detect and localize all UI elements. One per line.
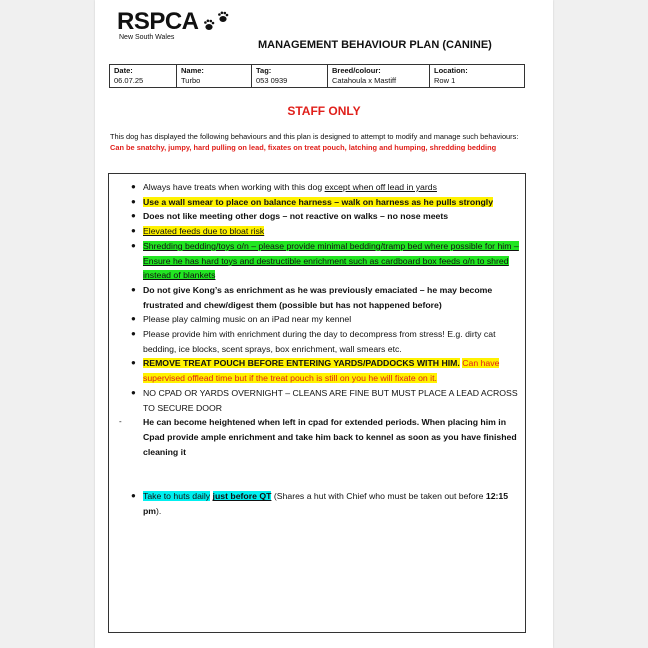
bullet-dot-icon: ● <box>131 329 136 339</box>
name-cell <box>177 65 252 88</box>
bullet-dot-icon: ● <box>131 314 136 324</box>
bullet-dot-icon: ● <box>131 284 136 294</box>
document-page <box>95 0 553 648</box>
location-label: Location: <box>434 66 468 75</box>
breed-cell <box>328 65 430 88</box>
date-cell <box>110 65 177 88</box>
bullet-dot-icon: ● <box>131 491 136 501</box>
plan-item-music <box>131 312 521 327</box>
bullet-dot-icon: ● <box>131 240 136 250</box>
location-value: Row 1 <box>434 76 456 85</box>
tag-cell <box>252 65 328 88</box>
item-text: REMOVE TREAT POUCH BEFORE ENTERING YARDS/PADDOCKS WITH HIM. <box>143 358 460 369</box>
item-text-end: ). <box>156 506 162 517</box>
location-cell <box>430 65 525 88</box>
plan-item-treat-pouch <box>131 356 521 385</box>
item-text-cyan: Take to huts daily <box>143 491 211 502</box>
plan-item-treats <box>131 180 521 195</box>
item-text: Always have treats when working with this dog <box>143 182 323 192</box>
item-text: Please provide him with enrichment during the day to decompress from stress! E.g. dirty cat bedding, ice blocks, scent sprays, box enrichment, wall smears etc. <box>143 329 496 354</box>
logo-wordmark: RSPCA <box>117 8 199 35</box>
bullet-dot-icon: ● <box>131 211 136 221</box>
bullet-dot-icon: ● <box>131 226 136 236</box>
plan-list <box>119 180 521 519</box>
logo-region: New South Wales <box>119 34 175 41</box>
plan-item-kongs <box>131 283 521 312</box>
dash-bullet-icon: - <box>119 417 122 427</box>
intro-paragraph <box>110 131 530 153</box>
bullet-dot-icon: ● <box>131 358 136 368</box>
bullet-dot-icon: ● <box>131 387 136 397</box>
item-text: Elevated feeds due to bloat risk <box>143 226 265 237</box>
item-text: NO CPAD OR YARDS OVERNIGHT – CLEANS ARE FINE BUT MUST PLACE A LEAD ACROSS TO SECURE DOOR <box>143 387 518 413</box>
bullet-dot-icon: ● <box>131 182 136 191</box>
intro-text: This dog has displayed the following behaviours and this plan is designed to attempt to modify and manage such behaviours: <box>110 132 519 141</box>
item-text: Does not like meeting other dogs – not reactive on walks – no nose meets <box>143 211 449 222</box>
document-title: MANAGEMENT BEHAVIOUR PLAN (CANINE) <box>258 39 492 51</box>
staff-only-heading: STAFF ONLY <box>287 104 361 118</box>
item-text: He can become heightened when left in cpad for extended periods. When placing him in Cpad provide ample enrichment and take him back to kennel as soon as you have finished cleaning it <box>143 417 517 457</box>
item-text: (Shares a hut with Chief who must be taken out before <box>273 491 484 502</box>
breed-value: Catahoula x Mastiff <box>332 76 397 85</box>
item-time: 12:15 pm <box>143 491 509 517</box>
item-text-red: Can have supervised offlead time but if the treat pouch is still on you he will fixate on it. <box>143 358 500 384</box>
item-text: Use a wall smear to place on balance harness – walk on harness as he pulls strongly <box>143 196 494 207</box>
plan-item-heightened <box>119 415 521 459</box>
info-table <box>109 64 525 88</box>
name-value: Turbo <box>181 76 201 85</box>
item-text: Please play calming music on an iPad near my kennel <box>143 314 352 325</box>
date-value: 06.07.25 <box>114 76 144 85</box>
rspca-logo <box>117 10 199 41</box>
date-label: Date: <box>114 66 133 75</box>
bullet-dot-icon: ● <box>131 196 136 206</box>
item-text: Shredding bedding/toys o/n – please provide minimal bedding/tramp bed where possible for him – Ensure he has hard toys and destructible enrichment such as cardboard box feeds o/n to shred instead of blankets <box>143 240 519 281</box>
item-text: Do not give Kong’s as enrichment as he was previously emaciated – he may become frustrated and chew/digest them (possible but has not happened before) <box>143 284 493 310</box>
plan-item-cpad-overnight <box>131 386 521 415</box>
plan-box <box>108 173 526 633</box>
item-text-cyan-bold: just before QT <box>212 491 272 502</box>
tag-label: Tag: <box>256 66 272 75</box>
plan-item-other-dogs <box>131 209 521 224</box>
item-text-underlined: except when off lead in yards <box>324 182 437 192</box>
intro-behaviours: Can be snatchy, jumpy, hard pulling on lead, fixates on treat pouch, latching and humping, shredding bedding <box>110 143 497 152</box>
plan-item-elevated-feeds <box>131 224 521 239</box>
plan-item-enrichment <box>131 327 521 356</box>
plan-item-huts <box>131 489 521 518</box>
tag-value: 053 0939 <box>256 76 288 85</box>
plan-item-shredding <box>131 239 521 283</box>
paw-prints-icon <box>203 11 233 35</box>
name-label: Name: <box>181 66 204 75</box>
plan-item-harness <box>131 195 521 210</box>
breed-label: Breed/colour: <box>332 66 381 75</box>
